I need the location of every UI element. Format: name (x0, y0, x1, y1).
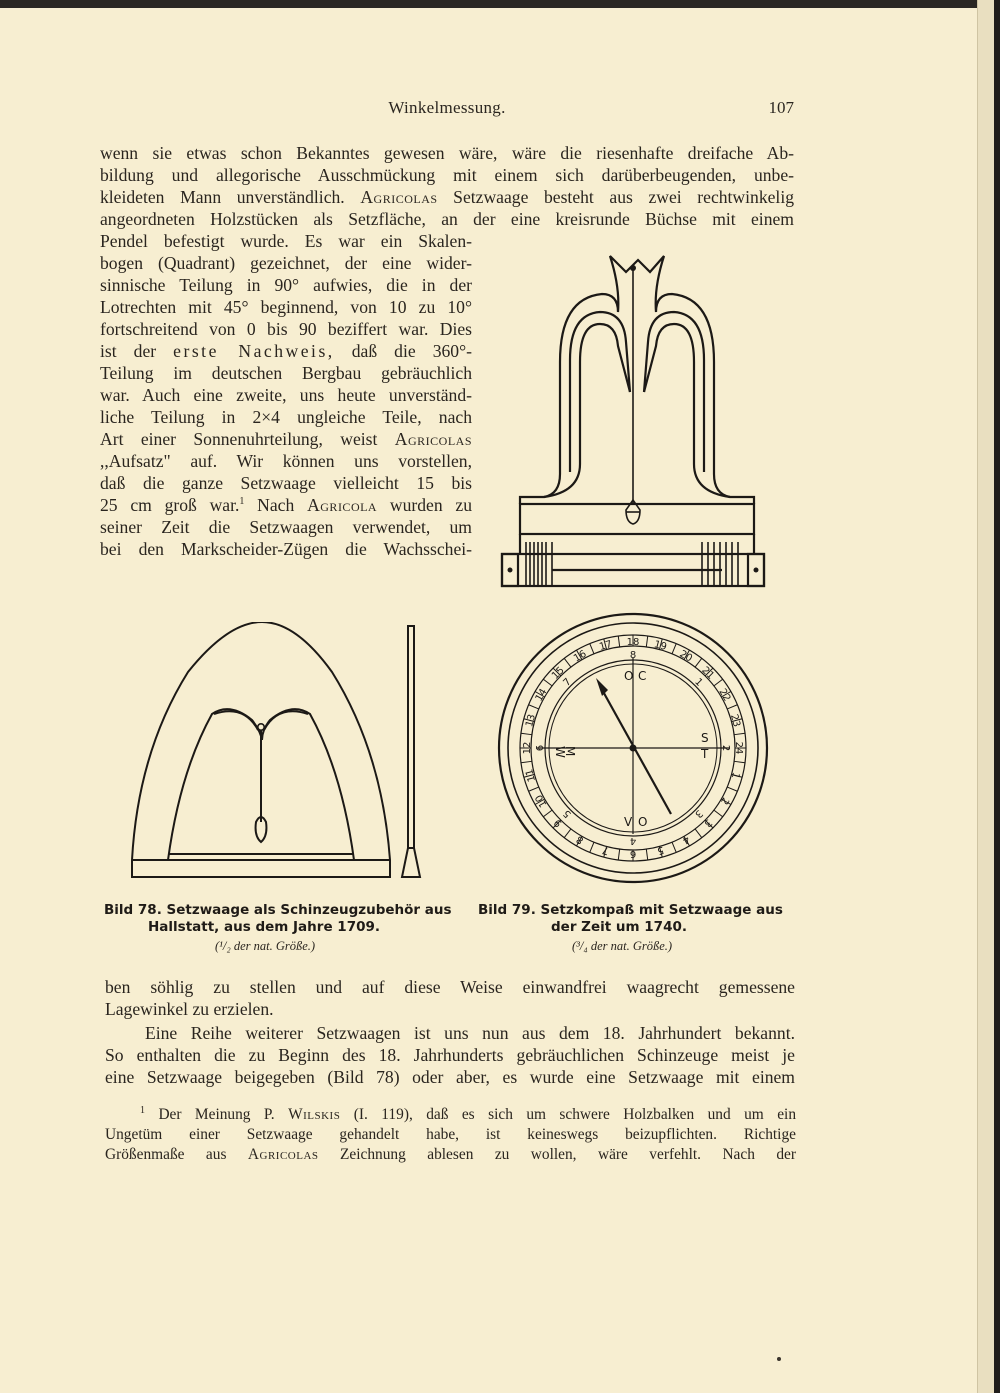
inner-number: 2 (720, 744, 731, 752)
dial-tick (618, 849, 619, 860)
text-span: kleideten Mann unverständlich. (100, 187, 345, 207)
dial-tick (564, 658, 571, 667)
body-line: Pendel befestigt wurde. Es war ein Skalen- (100, 231, 472, 251)
caption-line: Bild 78. Setzwaage als Schinzeugzubehör aus (104, 902, 452, 918)
compass-letter: M (563, 746, 577, 757)
dial-tick (521, 761, 532, 762)
body-line: liche Teilung in 2×4 ungleiche Teile, nach (100, 407, 472, 427)
dial-tick (646, 636, 647, 647)
scan-speck (777, 1357, 781, 1361)
inner-number: 4 (629, 835, 637, 846)
dial-tick (564, 829, 571, 838)
dial-number: 6 (629, 848, 637, 859)
hallstatt-level-illustration (128, 622, 426, 882)
dial-number: 16 (571, 648, 589, 665)
dial-number: 4 (680, 833, 692, 846)
footnote-line (140, 1105, 796, 1125)
body-line: fortschreitend von 0 bis 90 beziffert war. Dies (100, 319, 472, 339)
running-title: Winkelmessung. (388, 98, 506, 117)
text-span: Art einer Sonnenuhrteilung, weist (100, 429, 378, 449)
dial-number: 7 (601, 843, 611, 857)
compass-illustration (496, 612, 770, 884)
compass-letter: W (553, 746, 567, 758)
figure-79-caption (478, 902, 798, 936)
author-name: Agricolas (360, 187, 438, 207)
agricola-level-illustration (492, 242, 768, 592)
body-line: bei den Markscheider-Zügen die Wachsschei- (100, 539, 472, 559)
body-line: seiner Zeit die Setzwaagen verwendet, um (100, 517, 472, 537)
footnote-ref: 1 (239, 496, 245, 508)
body-line (100, 186, 794, 208)
text-span: daß die 360°- (351, 341, 472, 361)
footnote-line (105, 1145, 796, 1165)
dial-number: 24 (733, 741, 744, 755)
dial-tick (543, 810, 552, 817)
body-line: war. Auch eine zweite, uns heute unverständ- (100, 385, 472, 405)
body-line: So enthalten die zu Beginn des 18. Jahrhunderts gebräuchlichen Schinzeuge meist je (105, 1045, 795, 1065)
author-name: Agricolas (394, 429, 472, 449)
inner-number: 1 (692, 676, 705, 689)
caption-line: Bild 79. Setzkompaß mit Setzwaage aus (478, 902, 783, 918)
text-span: Größenmaße aus (105, 1146, 227, 1163)
text-span: 25 cm groß war. (100, 495, 240, 515)
body-line: bildung und allegorische Ausschmückung mit einem sich darüberbeugenden, unbe- (100, 165, 794, 185)
caption-line: der Zeit um 1740. (551, 919, 687, 935)
compass-letter: T (701, 747, 709, 761)
footnote-marker: 1 (140, 1104, 145, 1116)
dial-number: 5 (655, 843, 665, 857)
body-line: sinnische Teilung in 90° aufwies, die in der (100, 275, 472, 295)
page-number: 107 (768, 98, 794, 117)
compass-letter: C (638, 669, 647, 683)
body-line: wenn sie etwas schon Bekanntes gewesen wäre, wäre die riesenhafte dreifache Ab- (100, 143, 794, 163)
body-line: Teilung im deutschen Bergbau gebräuchlich (100, 363, 472, 383)
body-line: ,,Aufsatz" auf. Wir können uns vorstellen, (100, 451, 472, 471)
dial-number: 13 (524, 713, 539, 729)
dial-tick (714, 679, 723, 686)
dial-number: 23 (727, 713, 742, 729)
emphasis-spaced: erste Nachweis, (173, 341, 335, 361)
dial-tick (672, 644, 676, 654)
inner-number: 3 (692, 807, 705, 820)
dial-number: 14 (533, 686, 550, 704)
figure-78-scale: (¹/₂ der nat. Größe.) (215, 939, 316, 953)
scan-top-edge (0, 0, 1000, 8)
text-span: (I. 119), daß es sich um schwere Holzbalken und um ein (353, 1106, 797, 1123)
dial-number: 9 (552, 816, 565, 829)
dial-tick (672, 842, 676, 852)
dial-tick (618, 636, 619, 647)
inner-number: 8 (629, 650, 637, 661)
dial-tick (529, 705, 539, 709)
dial-tick (734, 733, 745, 734)
dial-tick (727, 787, 737, 791)
text-span: Zeichnung ablesen zu wollen, wäre verfehlt. Nach der (339, 1146, 797, 1163)
compass-letter: O (638, 815, 648, 829)
body-line: eine Setzwaage beigegeben (Bild 78) oder aber, es wurde eine Setzwaage mit einem (105, 1067, 795, 1087)
compass-letter: S (701, 731, 709, 745)
dial-number: 11 (524, 767, 539, 783)
scan-right-edge (994, 0, 1000, 1393)
text-span: Der Meinung P. (158, 1106, 275, 1123)
body-line: Eine Reihe weiterer Setzwaagen ist uns nun aus dem 18. Jahrhundert bekannt. (145, 1023, 795, 1043)
text-span: Setzwaage besteht aus zwei rechtwinkelig (453, 187, 795, 207)
dial-number: 19 (652, 639, 668, 654)
dial-number: 17 (598, 639, 614, 654)
dial-number: 20 (677, 648, 695, 665)
dial-number: 21 (699, 665, 716, 682)
body-line: daß die ganze Setzwaage vielleicht 15 bis (100, 473, 472, 493)
dial-number: 1 (728, 770, 742, 780)
dial-tick (590, 644, 594, 654)
caption-line: Hallstatt, aus dem Jahre 1709. (148, 919, 380, 935)
dial-number: 10 (533, 792, 550, 810)
text-span: ist der (100, 341, 157, 361)
body-line: ben söhlig zu stellen und auf diese Weise einwandfrei waagrecht gemessene (105, 977, 795, 997)
dial-tick (714, 810, 723, 817)
dial-tick (521, 733, 532, 734)
body-line (100, 428, 472, 450)
author-name: Wilskis (288, 1106, 341, 1123)
body-line (100, 494, 472, 516)
dial-tick (734, 761, 745, 762)
text-span: Nach (257, 495, 295, 515)
dial-number: 22 (716, 686, 733, 704)
body-line: Lagewinkel zu erzielen. (105, 999, 274, 1019)
dial-number: 3 (701, 816, 714, 829)
dial-tick (727, 705, 737, 709)
author-name: Agricola (307, 495, 378, 515)
dial-tick (590, 842, 594, 852)
dial-number: 2 (718, 795, 731, 807)
body-line (100, 340, 472, 362)
dial-tick (646, 849, 647, 860)
dial-tick (529, 787, 539, 791)
footnote-line: Ungetüm einer Setzwaage gehandelt habe, ist keineswegs beizupflichten. Richtige (105, 1126, 796, 1143)
body-line: bogen (Quadrant) gezeichnet, der eine wider- (100, 253, 472, 273)
inner-number: 5 (561, 807, 574, 820)
inner-number: 7 (561, 676, 574, 689)
dial-tick (695, 658, 702, 667)
dial-number: 12 (522, 741, 533, 755)
text-span: wurden zu (389, 495, 472, 515)
dial-tick (543, 679, 552, 686)
figure-78-caption (104, 902, 452, 936)
dial-number: 15 (550, 665, 567, 682)
inner-number: 6 (535, 744, 546, 752)
figure-79-scale: (³/₄ der nat. Größe.) (572, 939, 673, 953)
dial-tick (695, 829, 702, 838)
author-name: Agricolas (247, 1146, 319, 1163)
body-line: angeordneten Holzstücken als Setzfläche, an der eine kreisrunde Büchse mit einem (100, 209, 794, 229)
body-line: Lotrechten mit 45° beginnend, von 10 zu 10° (100, 297, 472, 317)
dial-number: 18 (626, 637, 640, 648)
running-head (100, 98, 794, 126)
compass-letter: O (624, 669, 634, 683)
compass-letter: V (624, 815, 633, 829)
dial-number: 8 (574, 833, 586, 846)
